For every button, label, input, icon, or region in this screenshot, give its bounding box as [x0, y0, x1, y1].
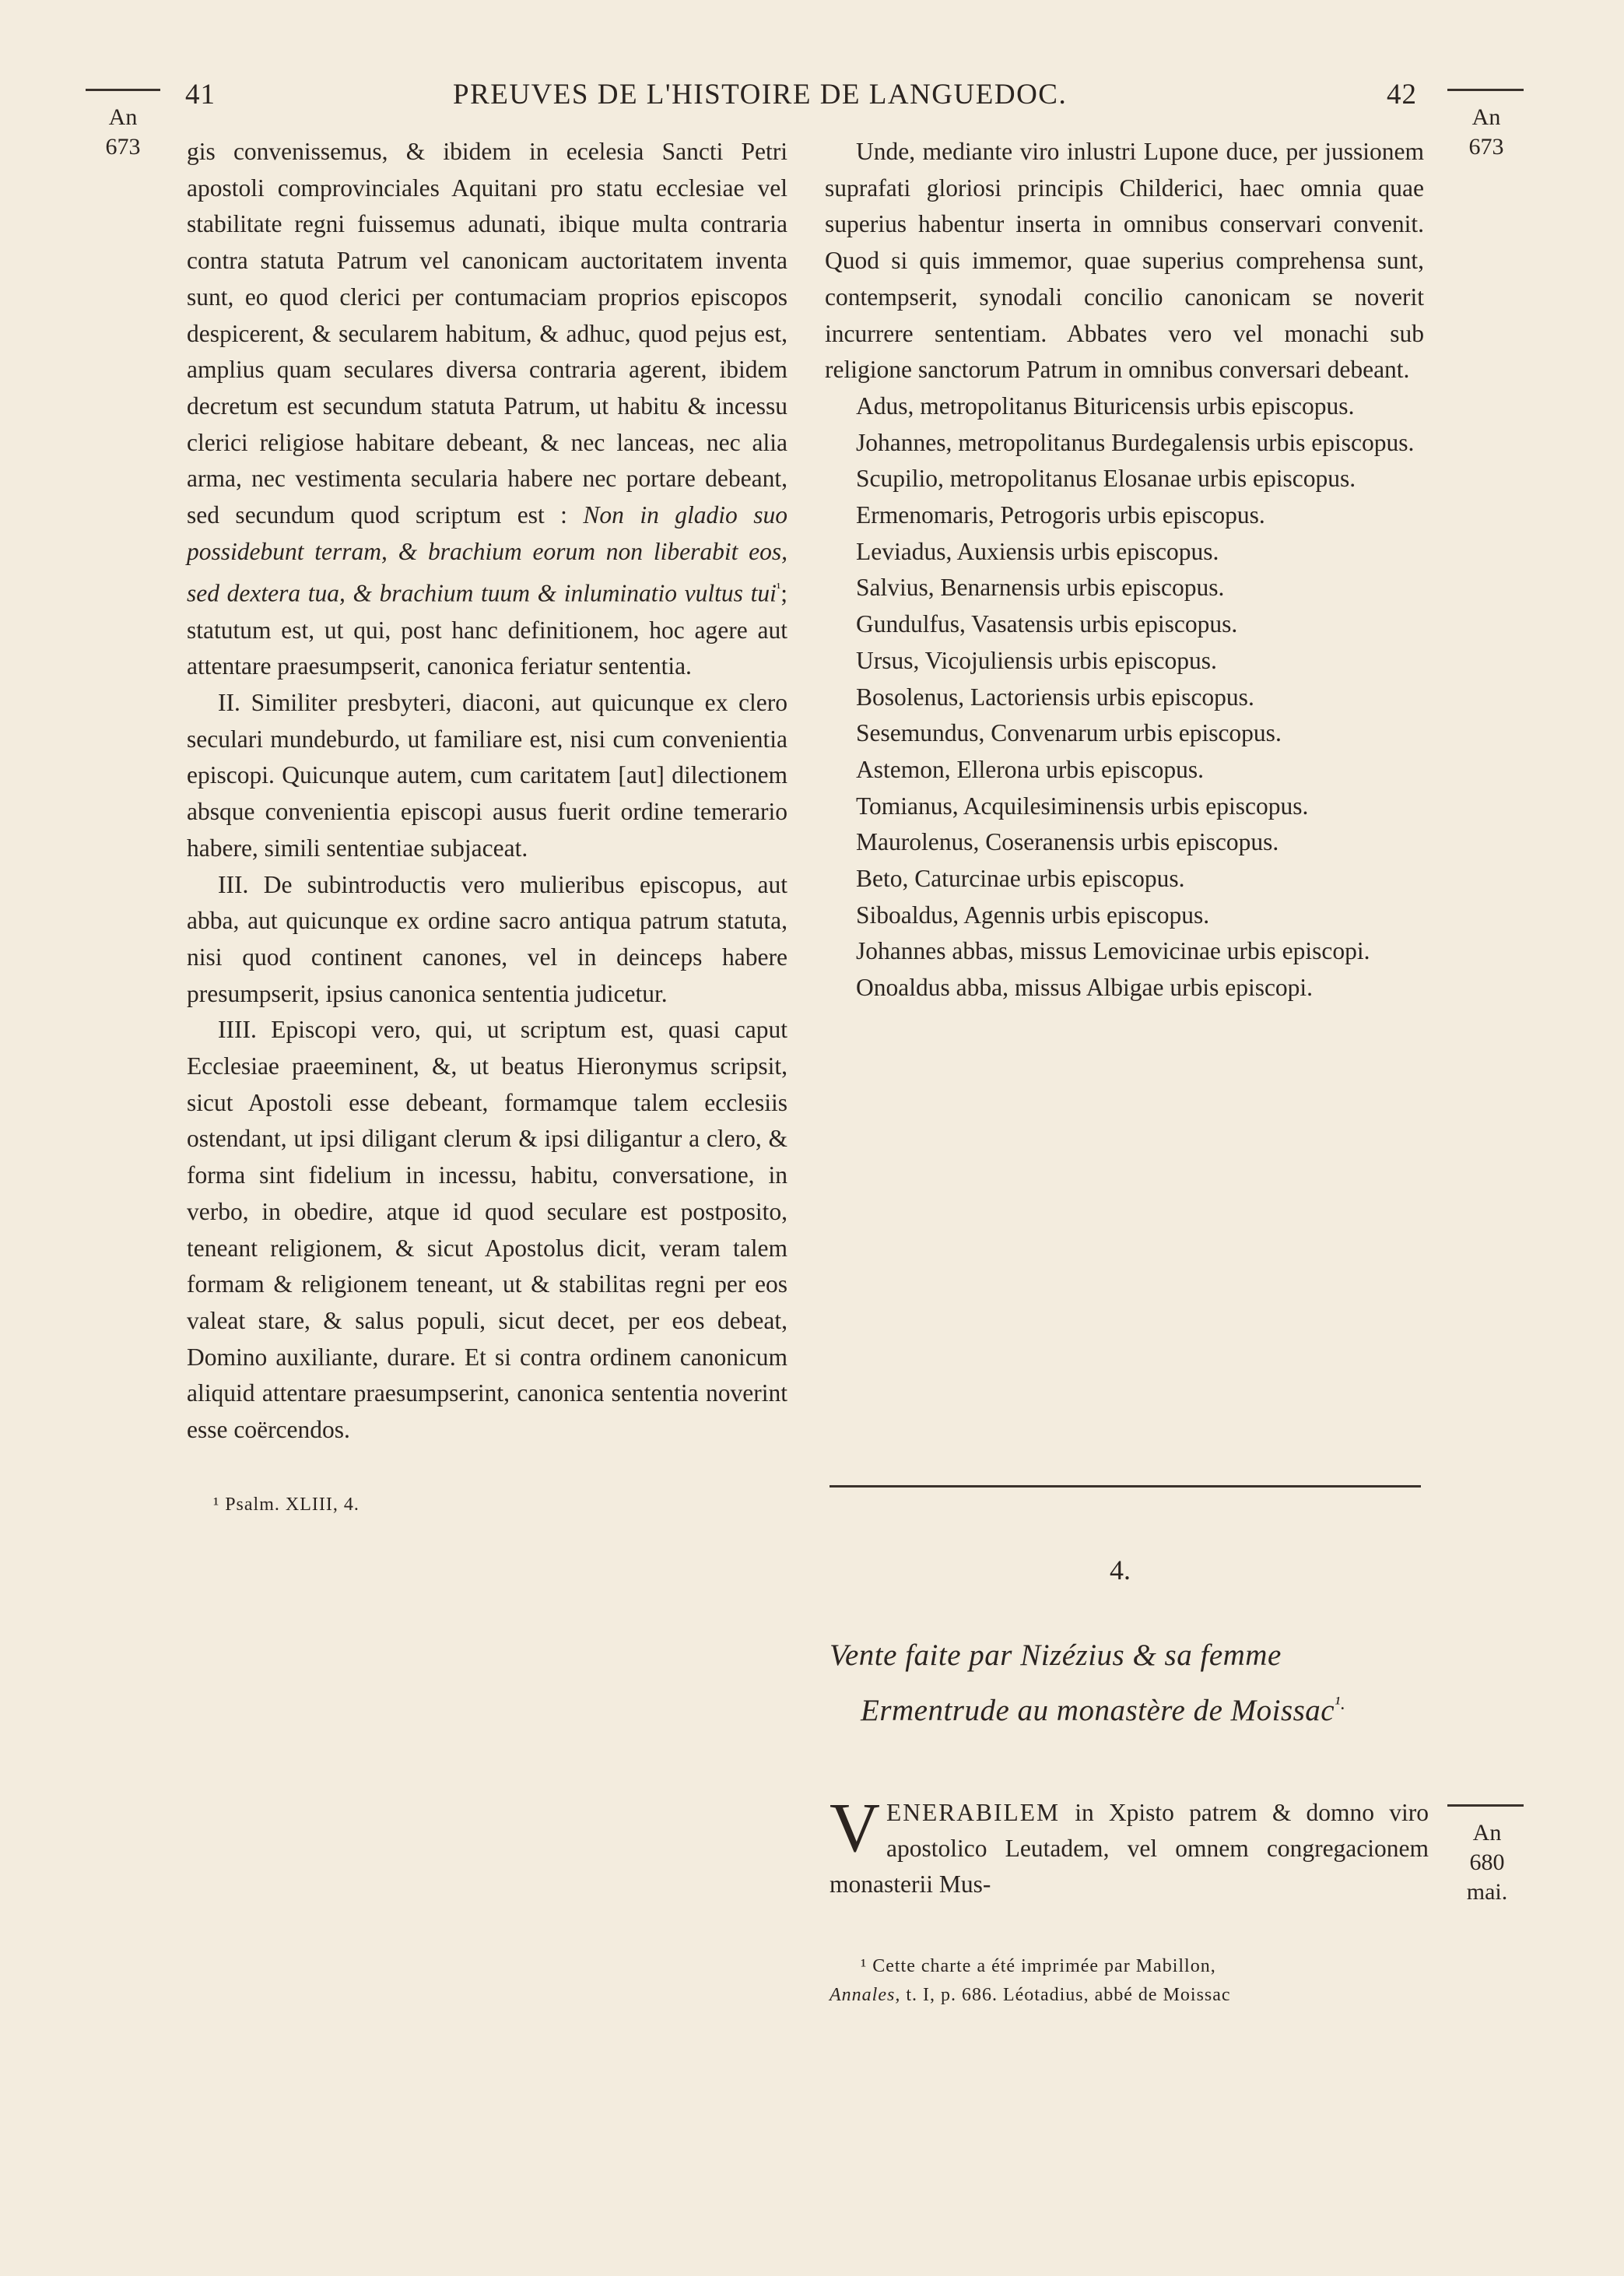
list-item: Adus, metropolitanus Bituricensis urbis episcopus. — [856, 392, 1355, 420]
list-item: Beto, Caturcinae urbis episcopus. — [856, 865, 1185, 893]
list-item: Leviadus, Auxiensis urbis episcopus. — [856, 537, 1219, 565]
list-item: Astemon, Ellerona urbis episcopus. — [856, 755, 1205, 783]
margin-note-an: An — [1471, 104, 1501, 130]
margin-note-right-bottom — [1452, 1818, 1522, 1907]
list-item: Ursus, Vicojuliensis urbis episcopus. — [856, 646, 1217, 674]
footnote-work-title: Annales, — [830, 1985, 901, 2005]
margin-note-right-top — [1455, 103, 1517, 162]
list-item: Johannes abbas, missus Lemovicinae urbis episcopi. — [856, 937, 1370, 965]
paragraph-text: ; statutum est, ut qui, post hanc definitionem, hoc agere aut attentare praesumpserit, canonica feriatur sententia. — [187, 579, 787, 680]
title-footnote-ref: ¹. — [1335, 1694, 1346, 1714]
right-footnote — [830, 1952, 1429, 2010]
list-item: Bosolenus, Lactoriensis urbis episcopus. — [856, 683, 1254, 711]
footnote-line-2 — [830, 1981, 1429, 2010]
charter-incipit: ENERABILEM — [886, 1799, 1060, 1826]
charter-body: in Xpisto patrem & domno viro apostolico Leutadem, vel omnem congregacionem monasterii Mus- — [830, 1799, 1429, 1898]
left-column — [187, 134, 787, 1519]
page-number-left: 41 — [185, 79, 216, 111]
list-item: Salvius, Benarnensis urbis episcopus. — [856, 574, 1225, 602]
page-number-right: 42 — [1387, 79, 1417, 111]
left-paragraph-4: IIII. Episcopi vero, qui, ut scriptum est, quasi caput Ecclesiae praeeminent, &, ut beatus Hieronymus scripsit, sicut Apostoli esse debeant, formamque talem ecclesiis ostendant, ut ipsi diligant clerum & ipsi diligantur a clero, & forma sint fidelium in incessu, habitu, conversatione, in verbo, in obedire, atque id quod seculare est postposito, teneant religionem, & sicut Apostolus dicit, veram talem formam & religionem teneant, ut & stabilitas regni per eos valeat stare, & salus populi, sicut decet, per eos debeat, Domino auxiliante, durare. Et si contra ordinem canonicum aliquid attentare praesumpserint, canonica sententia noverint esse coërcendos. — [187, 1016, 787, 1444]
list-item: Johannes, metropolitanus Burdegalensis urbis episcopus. — [856, 428, 1415, 456]
margin-note-an: An — [1472, 1820, 1502, 1846]
left-paragraph-2: II. Similiter presbyteri, diaconi, aut quicunque ex clero seculari mundeburdo, ut familiare est, nisi cum convenientia episcopi. Quicunque autem, cum caritatem [aut] dilectionem absque convenientia episcopi ausus fuerit ordine temerario habere, simili sententiae subjaceat. — [187, 689, 787, 862]
margin-note-month: mai. — [1466, 1879, 1508, 1905]
margin-note-year: 673 — [105, 134, 141, 160]
psalm-quote: Non in gladio suo possidebunt terram, & brachium eorum non liberabit eos, sed dextera tua, & brachium tuum & inluminatio vultus tui — [187, 501, 787, 607]
list-item: Siboaldus, Agennis urbis episcopus. — [856, 901, 1210, 929]
paragraph-text: gis convenissemus, & ibidem in ecelesia Sancti Petri apostoli comprovinciales Aquitani pro statu ecclesiae vel stabilitate regni fuissemus adunati, ibique multa contraria contra statuta Patrum vel canonicam auctoritatem inventa sunt, eo quod clerici per contumaciam proprios episcopos despicerent, & secularem habitum, & adhuc, quod pejus est, amplius quam seculares diversa contraria agerent, ibidem decretum est secundum statuta Patrum, ut habitu & incessu clerici religiose habitare debeant, & nec lanceas, nec alia arma, nec vestimenta secularia habere nec portare debeant, sed secundum quod scriptum est : — [187, 138, 787, 529]
list-item: Scupilio, metropolitanus Elosanae urbis episcopus. — [856, 465, 1356, 493]
footnote-line-1: ¹ Cette charte a été imprimée par Mabillon, — [861, 1956, 1216, 1976]
bishops-list — [825, 388, 1424, 1006]
margin-note-an: An — [108, 104, 138, 130]
list-item: Sesemundus, Convenarum urbis episcopus. — [856, 719, 1282, 747]
left-margin-rule — [86, 89, 160, 91]
left-paragraph-3: III. De subintroductis vero mulieribus episcopus, aut abba, aut quicunque ex ordine sacro antiqua patrum statuta, nisi quod continent canones, vel in deinceps habere presumpserit, ipsius canonica sententia judicetur. — [187, 870, 787, 1007]
running-title: PREUVES DE L'HISTOIRE DE LANGUEDOC. — [453, 79, 1068, 111]
margin-note-left — [92, 103, 154, 162]
margin-note-year: 680 — [1469, 1849, 1505, 1875]
section-title-line-2-wrap — [830, 1680, 1429, 1735]
right-margin-rule-2 — [1447, 1804, 1524, 1807]
section-number: 4. — [1110, 1554, 1131, 1586]
margin-note-year: 673 — [1468, 134, 1504, 160]
list-item: Maurolenus, Coseranensis urbis episcopus. — [856, 828, 1279, 856]
section-divider — [830, 1485, 1421, 1487]
section-title — [830, 1631, 1429, 1735]
left-paragraph-1 — [187, 134, 787, 685]
right-margin-rule — [1447, 89, 1524, 91]
footnote-ref: ¹ — [776, 580, 781, 596]
section-title-line-2: Ermentrude au monastère de Moissac — [861, 1694, 1335, 1727]
footnote-rest: t. I, p. 686. Léotadius, abbé de Moissac — [900, 1985, 1231, 2005]
list-item: Tomianus, Acquilesiminensis urbis episcopus. — [856, 792, 1309, 820]
list-item: Gundulfus, Vasatensis urbis episcopus. — [856, 610, 1238, 638]
right-paragraph-1: Unde, mediante viro inlustri Lupone duce, per jussionem suprafati gloriosi principis Childerici, haec omnia quae superius habentur inserta in omnibus conservari convenit. Quod si quis immemor, quae superius comprehensa sunt, contempserit, synodali concilio canonicam se noverit incurrere sententiam. Abbates vero vel monachi sub religione sanctorum Patrum in omnibus conversari debeant. — [825, 138, 1424, 384]
charter-text — [830, 1790, 1429, 1902]
left-footnote: ¹ Psalm. XLIII, 4. — [213, 1494, 360, 1515]
list-item: Ermenomaris, Petrogoris urbis episcopus. — [856, 501, 1265, 529]
right-column — [825, 134, 1424, 1006]
list-item: Onoaldus abba, missus Albigae urbis episcopi. — [856, 974, 1314, 1002]
drop-cap: V — [830, 1790, 880, 1867]
section-title-line-1: Vente faite par Nizézius & sa femme — [830, 1639, 1282, 1672]
